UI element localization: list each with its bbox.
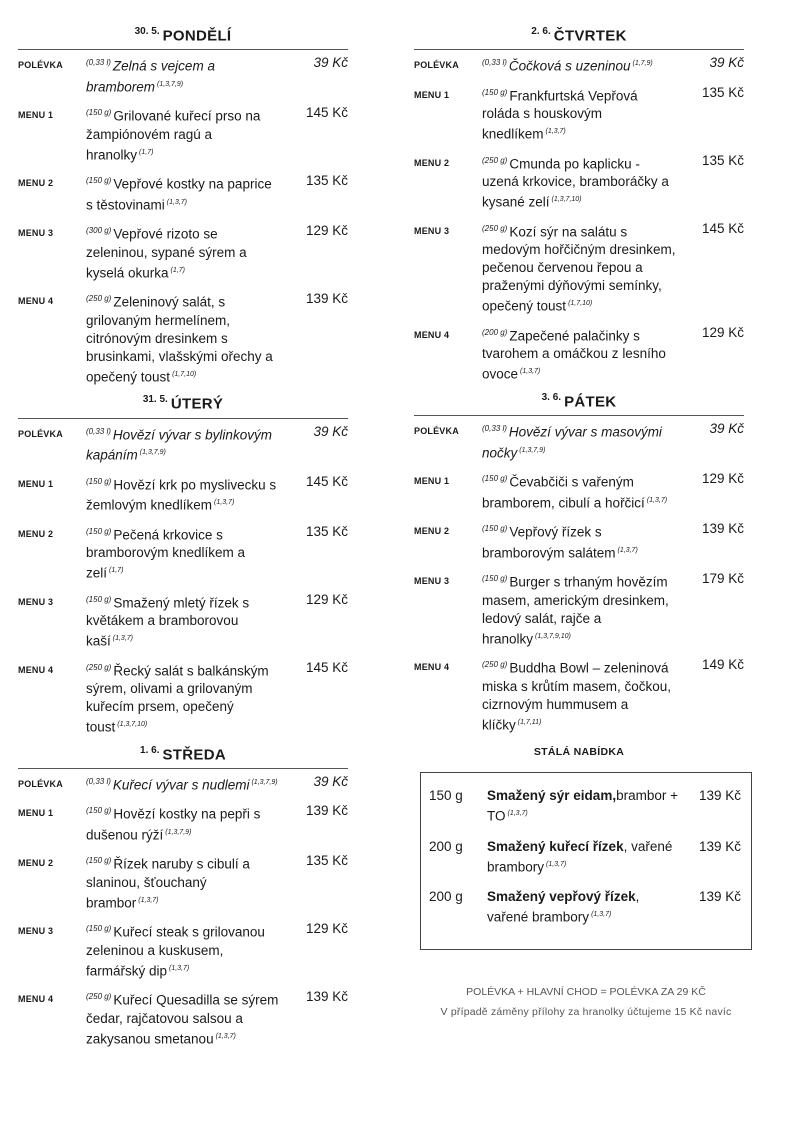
- dish-name: Cmunda po kaplicku - uzená krkovice, bramboráčky a kysané zelí: [482, 156, 669, 210]
- day-date: 3. 6.: [541, 391, 562, 403]
- menu-label: POLÉVKA: [414, 60, 459, 71]
- dish-price: 135 Kč: [305, 523, 348, 539]
- dish-description: [482, 152, 678, 212]
- dish-weight: (250 g): [86, 662, 112, 672]
- dish-weight: (250 g): [482, 155, 508, 165]
- standing-offer-box: [420, 772, 752, 950]
- dish-allergens: (1,3,7,9): [139, 449, 166, 457]
- standing-price: 139 Kč: [698, 838, 741, 854]
- dish-description: [482, 54, 678, 76]
- menu-label: MENU 3: [18, 228, 54, 239]
- menu-label: MENU 1: [18, 478, 54, 489]
- menu-row: [18, 659, 348, 737]
- day-name: PONDĚLÍ: [162, 27, 232, 45]
- day-block: [414, 392, 744, 734]
- standing-weight: 200 g: [429, 889, 463, 905]
- dish-description: [86, 290, 282, 386]
- dish-name: Hovězí vývar s bylinkovým kapáním: [86, 427, 272, 463]
- dish-weight: (150 g): [86, 176, 112, 186]
- dish-name: Vepřový řízek s bramborovým salátem: [482, 524, 616, 561]
- menu-label: MENU 4: [414, 662, 450, 673]
- menu-row: [18, 104, 348, 164]
- dish-description: [482, 656, 678, 734]
- dish-weight: (150 g): [482, 87, 508, 97]
- dish-weight: (150 g): [86, 856, 112, 866]
- dish-price: 145 Kč: [305, 473, 348, 489]
- dish-description: [86, 523, 282, 583]
- right-column: [414, 26, 744, 1022]
- dish-description: [86, 852, 282, 912]
- footer-soup-offer: POLÉVKA + HLAVNÍ CHOD = POLÉVKA ZA 29 KČ: [466, 985, 706, 998]
- day-date: 1. 6.: [140, 744, 160, 756]
- dish-price: 39 Kč: [313, 773, 348, 789]
- menu-label: MENU 2: [18, 858, 54, 869]
- dish-name: Zelná s vejcem a bramborem: [86, 58, 215, 95]
- dish-name: Hovězí krk po myslivecku s žemlovým knedlíkem: [86, 477, 277, 513]
- menu-label: MENU 4: [18, 664, 54, 675]
- dish-price: 139 Kč: [305, 291, 348, 307]
- menu-row: [414, 520, 744, 562]
- standing-price: 139 Kč: [698, 889, 741, 905]
- dish-price: 135 Kč: [305, 173, 348, 189]
- dish-description: [86, 802, 282, 844]
- dish-name: Kuřecí vývar s nudlemi: [112, 777, 250, 793]
- day-block: [18, 394, 348, 736]
- dish-price: 39 Kč: [709, 421, 744, 437]
- dish-description: [86, 591, 282, 651]
- menu-label: POLÉVKA: [18, 778, 63, 789]
- menu-row: [414, 570, 744, 648]
- menu-row: [414, 152, 744, 212]
- day-block: [18, 745, 348, 1049]
- dish-weight: (150 g): [86, 806, 112, 816]
- dish-price: 139 Kč: [305, 803, 348, 819]
- day-header: [18, 745, 348, 764]
- dish-price: 39 Kč: [313, 423, 348, 439]
- dish-price: 145 Kč: [701, 220, 744, 236]
- day-divider: [18, 49, 348, 50]
- dish-name: Grilované kuřecí prso na žampiónovém ragú a hranolky: [86, 108, 261, 163]
- standing-side: , vařené brambory: [487, 889, 640, 925]
- dish-description: [482, 520, 678, 562]
- standing-description: [487, 787, 683, 826]
- dish-weight: (150 g): [86, 594, 112, 604]
- dish-description: [86, 423, 282, 465]
- day-divider: [18, 768, 348, 769]
- dish-weight: (250 g): [482, 660, 508, 670]
- menu-row: [18, 290, 348, 386]
- dish-weight: (0,33 l): [86, 776, 111, 786]
- standing-price: 139 Kč: [698, 788, 741, 804]
- day-header: [414, 392, 744, 411]
- dish-price: 135 Kč: [305, 853, 348, 869]
- dish-description: [86, 659, 282, 737]
- dish-allergens: (1,7): [170, 266, 185, 274]
- footer-fries-note: V případě záměny přílohy za hranolky účtujeme 15 Kč navíc: [440, 1005, 732, 1018]
- dish-price: 129 Kč: [701, 324, 744, 340]
- menu-row: [18, 988, 348, 1048]
- menu-row: [18, 222, 348, 282]
- standing-allergens: (1,3,7): [591, 911, 612, 919]
- menu-label: MENU 1: [414, 476, 450, 487]
- menu-label: MENU 2: [18, 528, 54, 539]
- dish-price: 135 Kč: [701, 152, 744, 168]
- dish-description: [86, 222, 282, 282]
- menu-label: POLÉVKA: [18, 428, 63, 439]
- dish-weight: (0,33 l): [86, 426, 111, 436]
- standing-dish-name: Smažený vepřový řízek: [487, 889, 636, 905]
- menu-row: [414, 54, 744, 76]
- dish-allergens: (1,3,7,9): [519, 446, 546, 454]
- menu-row: [18, 54, 348, 96]
- dish-price: 39 Kč: [313, 55, 348, 71]
- dish-price: 135 Kč: [701, 84, 744, 100]
- dish-weight: (250 g): [86, 294, 112, 304]
- menu-row: [18, 920, 348, 980]
- dish-weight: (150 g): [86, 924, 112, 934]
- standing-side: , vařené brambory: [487, 838, 673, 875]
- dish-weight: (250 g): [482, 223, 508, 233]
- dish-price: 179 Kč: [701, 571, 744, 587]
- dish-allergens: (1,3,7,10): [551, 196, 582, 204]
- dish-weight: (200 g): [482, 327, 508, 337]
- day-name: PÁTEK: [564, 393, 617, 411]
- dish-description: [86, 920, 282, 980]
- dish-name: Vepřové kostky na paprice s těstovinami: [86, 176, 272, 213]
- dish-weight: (150 g): [482, 574, 508, 584]
- menu-label: MENU 4: [18, 994, 54, 1005]
- dish-description: [86, 473, 282, 515]
- dish-allergens: (1,7,11): [517, 718, 542, 726]
- day-divider: [414, 415, 744, 416]
- menu-label: MENU 4: [414, 329, 450, 340]
- dish-description: [482, 84, 678, 144]
- day-name: STŘEDA: [162, 745, 226, 763]
- dish-description: [482, 420, 678, 462]
- menu-label: MENU 3: [414, 576, 450, 587]
- standing-side: brambor + TO: [487, 788, 678, 824]
- dish-name: Řízek naruby s cibulí a slaninou, šťouchaný brambor: [86, 856, 250, 911]
- dish-allergens: (1,3,7,9): [157, 80, 184, 88]
- dish-name: Smažený mletý řízek s květákem a bramborovou kaší: [86, 595, 250, 649]
- standing-dish-name: Smažený sýr eidam,: [487, 788, 617, 804]
- menu-label: POLÉVKA: [18, 60, 63, 71]
- dish-name: Vepřové rizoto se zeleninou, sypané sýrem a kyselá okurka: [86, 226, 247, 281]
- standing-row: [429, 787, 741, 826]
- dish-description: [482, 324, 678, 384]
- dish-description: [482, 570, 678, 648]
- dish-price: 129 Kč: [701, 471, 744, 487]
- dish-allergens: (1,3,7): [215, 1032, 236, 1040]
- dish-allergens: (1,7,10): [568, 300, 593, 308]
- day-divider: [18, 418, 348, 419]
- dish-allergens: (1,3,7): [520, 368, 541, 376]
- day-date: 31. 5.: [142, 394, 168, 406]
- menu-row: [414, 420, 744, 462]
- dish-weight: (150 g): [86, 476, 112, 486]
- dish-allergens: (1,3,7): [169, 964, 190, 972]
- standing-allergens: (1,3,7): [507, 810, 528, 818]
- menu-row: [18, 591, 348, 651]
- dish-allergens: (1,7): [109, 567, 124, 575]
- right-days: [414, 26, 744, 734]
- dish-allergens: (1,3,7,9): [165, 828, 192, 836]
- menu-row: [18, 473, 348, 515]
- dish-name: Hovězí vývar s masovými nočky: [482, 424, 662, 461]
- dish-name: Buddha Bowl – zeleninová miska s krůtím masem, čočkou, cizrnovým hummusem a klíčky: [482, 660, 672, 733]
- menu-label: MENU 3: [18, 596, 54, 607]
- dish-description: [86, 54, 282, 96]
- dish-allergens: (1,3,7): [617, 546, 638, 554]
- day-block: [414, 26, 744, 384]
- standing-offer-title: STÁLÁ NABÍDKA: [533, 746, 625, 759]
- menu-label: MENU 1: [414, 89, 450, 100]
- dish-weight: (150 g): [86, 526, 112, 536]
- day-header: [18, 394, 348, 413]
- dish-weight: (150 g): [86, 108, 112, 118]
- standing-row: [429, 888, 741, 927]
- dish-name: Zeleninový salát, s grilovaným hermelínem, citrónovým dresinkem s brusinkami, vlašskými ořechy a opečený toust: [86, 294, 273, 385]
- dish-allergens: (1,3,7): [138, 896, 159, 904]
- dish-price: 149 Kč: [701, 657, 744, 673]
- menu-label: MENU 3: [18, 926, 54, 937]
- dish-description: [86, 104, 282, 164]
- standing-description: [487, 888, 683, 927]
- dish-allergens: (1,3,7): [166, 198, 188, 206]
- menu-label: MENU 2: [18, 178, 54, 189]
- menu-label: MENU 2: [414, 526, 450, 537]
- menu-row: [414, 470, 744, 512]
- dish-description: [86, 988, 282, 1048]
- dish-price: 139 Kč: [305, 989, 348, 1005]
- footer: [420, 982, 752, 1022]
- menu-row: [18, 852, 348, 912]
- dish-name: Čočková s uzeninou: [508, 58, 631, 74]
- dish-name: Kozí sýr na salátu s medovým hořčičným dresinkem, pečenou červenou řepou a praženými dýňovými semínky, opečený toust: [482, 224, 676, 314]
- dish-name: Hovězí kostky na pepři s dušenou rýží: [86, 806, 261, 843]
- dish-allergens: (1,3,7,9,10): [535, 632, 571, 640]
- dish-description: [482, 220, 678, 316]
- menu-label: MENU 1: [18, 808, 54, 819]
- menu-label: POLÉVKA: [414, 426, 459, 437]
- dish-weight: (0,33 l): [86, 58, 111, 68]
- dish-price: 129 Kč: [305, 921, 348, 937]
- dish-allergens: (1,3,7): [112, 635, 133, 643]
- dish-weight: (0,33 l): [482, 424, 507, 434]
- dish-allergens: (1,7,10): [172, 370, 197, 378]
- menu-row: [18, 423, 348, 465]
- dish-allergens: (1,3,7,10): [117, 721, 148, 729]
- day-date: 2. 6.: [531, 26, 551, 37]
- dish-allergens: (1,3,7): [646, 496, 668, 504]
- menu-row: [18, 523, 348, 583]
- dish-price: 139 Kč: [701, 521, 744, 537]
- left-column: [18, 26, 348, 1056]
- dish-name: Kuřecí steak s grilovanou zeleninou a kuskusem, farmářský dip: [86, 924, 265, 979]
- dish-price: 145 Kč: [305, 659, 348, 675]
- dish-allergens: (1,3,7): [214, 499, 235, 507]
- menu-label: MENU 1: [18, 110, 54, 121]
- dish-price: 39 Kč: [709, 55, 744, 71]
- menu-row: [18, 172, 348, 214]
- standing-dish-name: Smažený kuřecí řízek: [487, 838, 624, 854]
- day-block: [18, 26, 348, 386]
- dish-name: Zapečené palačinky s tvarohem a omáčkou z lesního ovoce: [482, 328, 666, 382]
- dish-allergens: (1,7): [139, 148, 154, 156]
- day-name: ÚTERÝ: [170, 395, 224, 413]
- day-header: [18, 26, 348, 45]
- menu-row: [414, 84, 744, 144]
- standing-row: [429, 838, 741, 877]
- day-header: [414, 26, 744, 45]
- standing-weight: 150 g: [429, 788, 463, 804]
- dish-weight: (0,33 l): [482, 58, 507, 68]
- dish-allergens: (1,7,9): [632, 60, 653, 68]
- dish-name: Čevabčiči s vařeným bramborem, cibulí a hořčicí: [482, 474, 645, 511]
- menu-label: MENU 3: [414, 225, 450, 236]
- menu-row: [414, 656, 744, 734]
- dish-allergens: (1,3,7,9): [251, 778, 278, 786]
- dish-name: Pečená krkovice s bramborovým knedlíkem a zelí: [86, 527, 246, 581]
- standing-allergens: (1,3,7): [546, 860, 567, 868]
- dish-description: [86, 773, 282, 795]
- dish-name: Řecký salát s balkánským sýrem, olivami a grilovaným kuřecím prsem, opečený toust: [86, 663, 269, 735]
- menu-row: [414, 220, 744, 316]
- day-name: ČTVRTEK: [553, 27, 627, 45]
- day-divider: [414, 49, 744, 50]
- menu-label: MENU 4: [18, 296, 54, 307]
- menu-row: [18, 773, 348, 795]
- standing-description: [487, 838, 683, 877]
- dish-weight: (300 g): [86, 226, 112, 236]
- dish-weight: (150 g): [482, 474, 508, 484]
- dish-name: Kuřecí Quesadilla se sýrem čedar, rajčatovou salsou a zakysanou smetanou: [86, 992, 279, 1047]
- dish-name: Frankfurtská Vepřová roláda s houskovým knedlíkem: [482, 88, 638, 142]
- dish-price: 145 Kč: [305, 105, 348, 121]
- dish-price: 129 Kč: [305, 223, 348, 239]
- standing-weight: 200 g: [429, 838, 463, 854]
- dish-weight: (150 g): [482, 524, 508, 534]
- day-date: 30. 5.: [134, 26, 160, 37]
- dish-name: Burger s trhaným hovězím masem, americkým dresinkem, ledový salát, rajče a hranolky: [482, 574, 669, 647]
- menu-label: MENU 2: [414, 157, 450, 168]
- dish-weight: (250 g): [86, 992, 112, 1002]
- dish-allergens: (1,3,7): [545, 128, 566, 136]
- dish-price: 129 Kč: [305, 591, 348, 607]
- dish-description: [86, 172, 282, 214]
- dish-description: [482, 470, 678, 512]
- menu-row: [18, 802, 348, 844]
- menu-row: [414, 324, 744, 384]
